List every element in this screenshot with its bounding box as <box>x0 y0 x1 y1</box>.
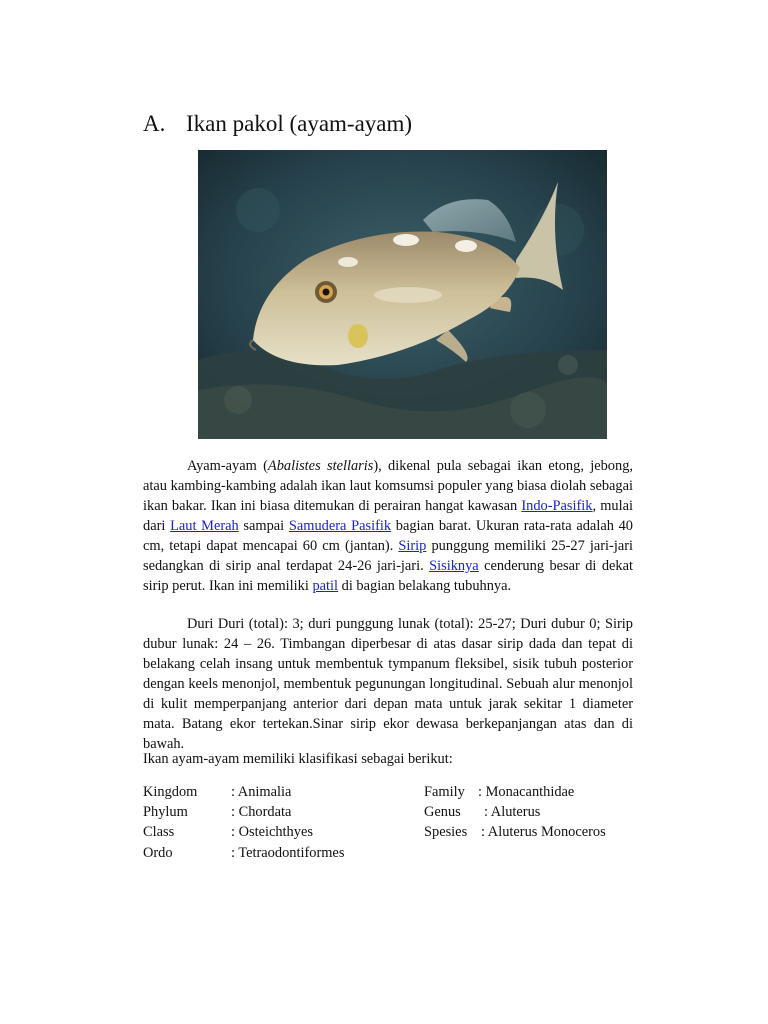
classification-value-text: : Monacanthidae <box>478 784 575 800</box>
paragraph-anatomy <box>143 614 633 754</box>
classification-value <box>484 802 540 822</box>
link-indo-pasifik[interactable]: Indo-Pasifik <box>521 498 593 514</box>
classification-label: Kingdom <box>143 784 198 800</box>
classification-row-genus <box>424 802 461 822</box>
classification-value-text: : Osteichthyes <box>231 824 313 840</box>
classification-label: Family <box>424 784 465 800</box>
link-laut-merah[interactable]: Laut Merah <box>170 518 239 534</box>
paragraph-classification-intro <box>143 749 633 769</box>
text-segment: di bagian belakang tubuhnya. <box>338 578 512 594</box>
text-segment: cenderung besar di dekat sirip perut. Ikan ini memiliki <box>143 558 634 594</box>
text-segment: , mulai dari <box>143 498 634 534</box>
text-segment: punggung memiliki 25-27 jari-jari sedangkan di sirip anal terdapat 24-26 jari-jari. <box>143 538 633 574</box>
classification-row-family <box>424 782 465 802</box>
text-segment: bagian barat. Ukuran rata-rata adalah 40 cm, tetapi dapat mencapai 60 cm (jantan). <box>143 518 633 554</box>
classification-row-spesies <box>424 822 467 842</box>
text-segment: sampai <box>238 518 289 534</box>
anatomy-text: Duri Duri (total): 3; duri punggung lunak (total): 25-27; Duri dubur 0; Sirip dubur lunak: 24 – 26. Timbangan diperbesar di atas dasar sirip dada dan tepat di belakang celah insang untuk membentuk tympanum fleksibel, sisik tubuh posterior dengan keels menonjol, membentuk pegunungan longitudinal. Sebuah alur menonjol di kulit memperpanjang anterior dari depan mata untuk jarak sekitar 1 diameter mata. Batang ekor tertekan.Sinar sirip ekor dewasa berkepanjangan atas dan di bawah. <box>143 616 633 752</box>
text-segment: Ayam-ayam ( <box>187 458 268 474</box>
classification-row-phylum <box>143 802 188 822</box>
classification-row-kingdom <box>143 782 197 802</box>
text-segment: ), dikenal pula sebagai ikan etong, jebong, atau kambing-kambing adalah ikan laut komsumsi populer yang biasa diolah sebagai ikan bakar. Ikan ini biasa ditemukan di perairan hangat kawasan <box>143 458 633 514</box>
link-sirip[interactable]: Sirip <box>398 538 427 554</box>
classification-row-ordo <box>143 843 173 863</box>
classification-label: Phylum <box>143 804 188 820</box>
heading-number: A. <box>143 111 166 136</box>
classification-value-text: : Aluterus Monoceros <box>481 824 606 840</box>
classification-value-text: : Chordata <box>231 804 292 820</box>
classification-label: Spesies <box>424 824 468 840</box>
classification-value-text: : Aluterus <box>484 804 541 820</box>
classification-value <box>231 782 291 802</box>
classification-value <box>231 802 291 822</box>
link-sisiknya[interactable]: Sisiknya <box>429 558 479 574</box>
classification-value-text: : Tetraodontiformes <box>231 845 345 861</box>
classification-intro-text: Ikan ayam-ayam memiliki klasifikasi sebagai berikut: <box>143 751 453 767</box>
scientific-name: Abalistes stellaris <box>267 458 374 474</box>
classification-value <box>478 782 574 802</box>
classification-value <box>231 822 313 842</box>
paragraph-description <box>143 456 633 596</box>
heading-title: Ikan pakol (ayam-ayam) <box>186 111 413 136</box>
classification-label: Ordo <box>143 845 173 861</box>
classification-label: Genus <box>424 804 461 820</box>
link-patil[interactable]: patil <box>312 578 339 594</box>
section-heading <box>143 110 412 138</box>
classification-value-text: : Animalia <box>231 784 292 800</box>
classification-row-class <box>143 822 174 842</box>
classification-value <box>481 822 606 842</box>
classification-value <box>231 843 344 863</box>
classification-label: Class <box>143 824 175 840</box>
fish-photo <box>198 150 607 439</box>
link-samudera-pasifik[interactable]: Samudera Pasifik <box>288 518 392 534</box>
